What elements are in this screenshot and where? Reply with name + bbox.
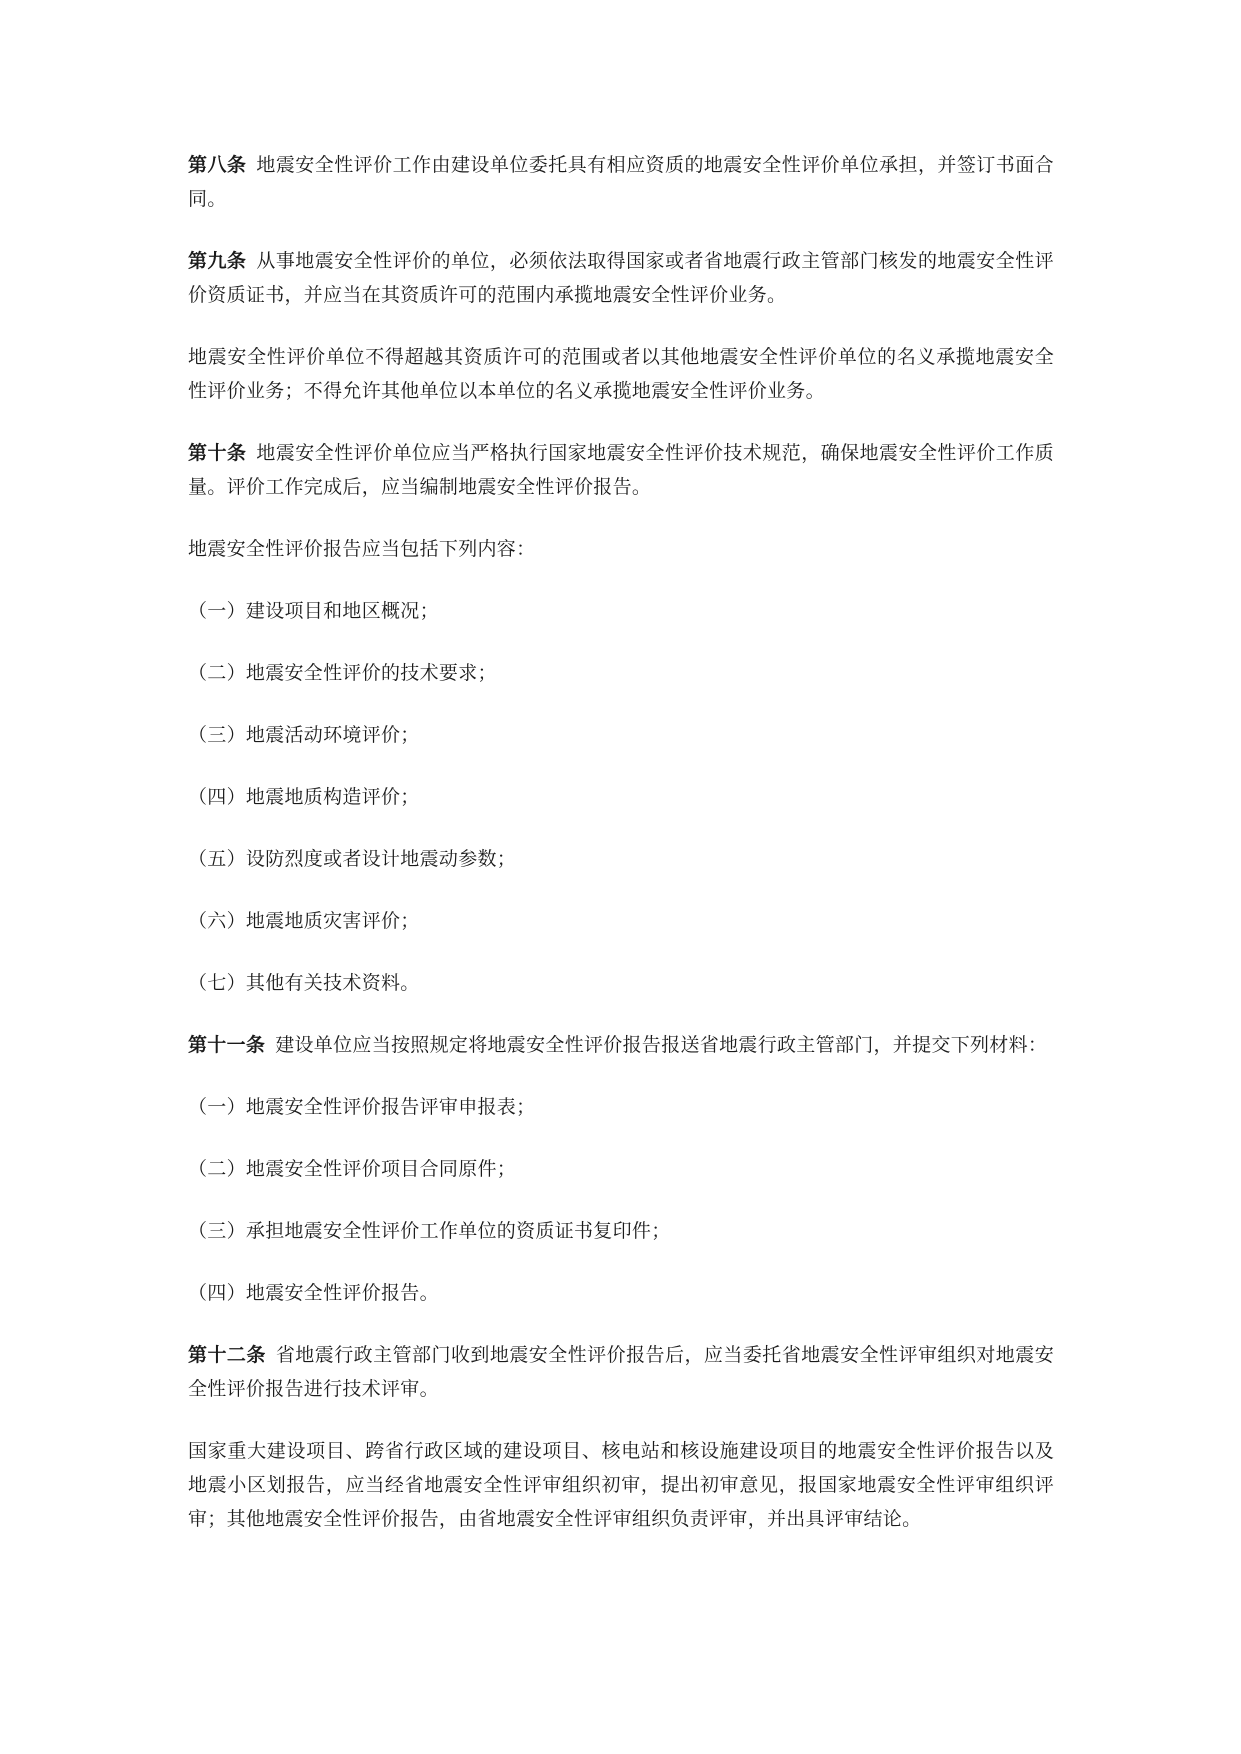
list-item-text: （六）地震地质灾害评价； [188,910,420,932]
list-item-text: （二）地震安全性评价项目合同原件； [188,1158,517,1180]
list-item [188,656,1054,690]
paragraph-article-8 [188,148,1054,216]
list-item [188,1276,1054,1310]
article-heading: 第十一条 [188,1034,266,1056]
list-item [188,904,1054,938]
list-item-text: （四）地震地质构造评价； [188,786,420,808]
list-item-text: （一）建设项目和地区概况； [188,600,439,622]
paragraph-text: 建设单位应当按照规定将地震安全性评价报告报送省地震行政主管部门，并提交下列材料： [275,1034,1048,1056]
paragraph-article-12 [188,1338,1054,1406]
document-body [188,148,1054,1564]
list-item [188,1152,1054,1186]
article-heading: 第八条 [188,154,247,176]
article-heading: 第十二条 [188,1344,266,1366]
paragraph [188,532,1054,566]
list-item [188,780,1054,814]
paragraph-text: 地震安全性评价工作由建设单位委托具有相应资质的地震安全性评价单位承担，并签订书面合同。 [188,154,1054,210]
article-heading: 第九条 [188,250,247,272]
paragraph-text: 国家重大建设项目、跨省行政区域的建设项目、核电站和核设施建设项目的地震安全性评价报告以及地震小区划报告，应当经省地震安全性评审组织初审，提出初审意见，报国家地震安全性评审组织评审；其他地震安全性评价报告，由省地震安全性评审组织负责评审，并出具评审结论。 [188,1440,1054,1530]
list-item-text: （一）地震安全性评价报告评审申报表； [188,1096,536,1118]
paragraph-text: 从事地震安全性评价的单位，必须依法取得国家或者省地震行政主管部门核发的地震安全性评价资质证书，并应当在其资质许可的范围内承揽地震安全性评价业务。 [188,250,1054,306]
list-item-text: （七）其他有关技术资料。 [188,972,420,994]
paragraph-text: 地震安全性评价报告应当包括下列内容： [188,538,536,560]
list-item-text: （二）地震安全性评价的技术要求； [188,662,497,684]
paragraph-text: 省地震行政主管部门收到地震安全性评价报告后，应当委托省地震安全性评审组织对地震安全性评价报告进行技术评审。 [188,1344,1054,1400]
list-item [188,966,1054,1000]
paragraph [188,340,1054,408]
paragraph [188,1434,1054,1536]
paragraph-text: 地震安全性评价单位应当严格执行国家地震安全性评价技术规范，确保地震安全性评价工作质量。评价工作完成后，应当编制地震安全性评价报告。 [188,442,1054,498]
list-item [188,1214,1054,1248]
paragraph-article-9 [188,244,1054,312]
list-item [188,718,1054,752]
list-item-text: （三）承担地震安全性评价工作单位的资质证书复印件； [188,1220,671,1242]
paragraph-text: 地震安全性评价单位不得超越其资质许可的范围或者以其他地震安全性评价单位的名义承揽地震安全性评价业务；不得允许其他单位以本单位的名义承揽地震安全性评价业务。 [188,346,1054,402]
list-item-text: （四）地震安全性评价报告。 [188,1282,439,1304]
paragraph-article-11 [188,1028,1054,1062]
list-item [188,1090,1054,1124]
list-item [188,594,1054,628]
article-heading: 第十条 [188,442,247,464]
list-item-text: （五）设防烈度或者设计地震动参数； [188,848,517,870]
list-item-text: （三）地震活动环境评价； [188,724,420,746]
list-item [188,842,1054,876]
paragraph-article-10 [188,436,1054,504]
